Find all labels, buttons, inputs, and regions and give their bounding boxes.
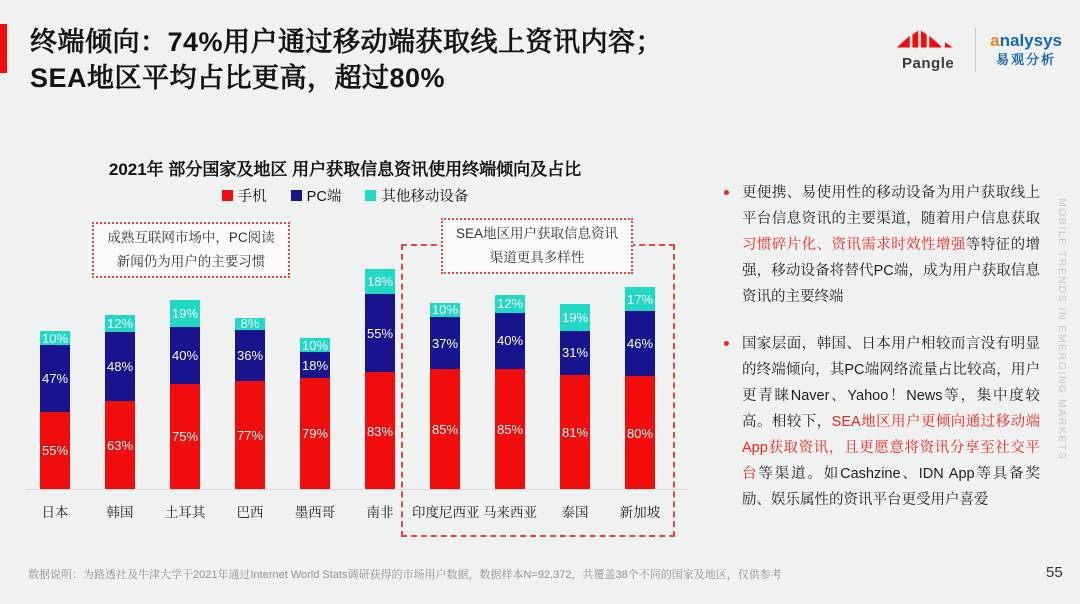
insight-text: 等渠道。如Cashzine、IDN App等具备奖励、娱乐属性的资讯平台更受用户喜爱	[742, 466, 1041, 508]
category-label-泰国: 泰国	[561, 505, 589, 520]
bar-segment-其他移动设备-印度尼西亚	[430, 303, 460, 317]
bar-value-label: 46%	[626, 336, 654, 352]
legend-label-other: 其他移动设备	[381, 189, 469, 205]
legend-label-pc: PC端	[306, 189, 342, 205]
bar-value-label: 40%	[171, 347, 199, 363]
annotation-mature-markets	[92, 222, 290, 278]
analysys-logo-rest: nalysys	[999, 31, 1062, 50]
page-number: 55	[1046, 564, 1063, 581]
bar-value-label: 63%	[106, 437, 134, 453]
bar-segment-其他移动设备-日本	[40, 331, 70, 345]
bar-segment-PC端-南非	[365, 294, 395, 372]
bar-segment-手机-泰国	[560, 375, 590, 490]
bar-segment-其他移动设备-巴西	[235, 316, 265, 332]
category-label-日本: 日本	[41, 505, 69, 520]
category-label-韩国: 韩国	[106, 505, 134, 520]
bar-segment-PC端-马来西亚	[495, 313, 525, 370]
bar-segment-PC端-印度尼西亚	[430, 317, 460, 370]
legend-item-other	[365, 185, 468, 206]
bar-value-label: 10%	[301, 337, 329, 353]
analysys-logo-cn: 易观分析	[996, 52, 1057, 67]
legend-swatch-pc	[291, 190, 302, 201]
legend-item-mobile	[222, 185, 267, 206]
data-source-note: 数据说明：为路透社及牛津大学于2021年通过Internet World Stats调研获得的市场用户数据，数据样本N=92,372，共覆盖38个不同的国家及地区，仅供参考	[28, 569, 782, 581]
bar-value-label: 17%	[626, 291, 654, 307]
bar-segment-手机-巴西	[235, 381, 265, 490]
side-watermark-label: MOBILE TRENDS IN EMERGING MARKETS	[1056, 198, 1068, 461]
bar-segment-其他移动设备-马来西亚	[495, 295, 525, 312]
bar-value-label: 8%	[240, 316, 260, 332]
category-label-墨西哥: 墨西哥	[294, 505, 336, 520]
bar-segment-PC端-墨西哥	[300, 352, 330, 378]
bar-segment-PC端-韩国	[105, 332, 135, 400]
category-label-马来西亚: 马来西亚	[483, 505, 537, 520]
insight-text-highlight: 习惯碎片化、资讯需求时效性增强	[742, 237, 966, 253]
insight-text: 更便携、易使用性的移动设备为用户获取线上平台信息资讯的主要渠道，随着用户信息获取	[742, 185, 1040, 227]
insight-text-highlight: SEA地区用户更倾向通过移动端App获取资讯，且更愿意将资讯分享至社交平台	[742, 414, 1041, 482]
bar-segment-手机-南非	[365, 372, 395, 490]
insight-bullet-1	[716, 180, 1040, 310]
bar-segment-其他移动设备-南非	[365, 269, 395, 295]
annotation-right-line2: 渠道更具多样性	[489, 250, 585, 265]
bar-segment-PC端-泰国	[560, 331, 590, 375]
bar-value-label: 40%	[496, 333, 524, 349]
category-label-巴西: 巴西	[236, 505, 264, 520]
bullet-dot-icon	[724, 341, 729, 346]
insight-text: 等特征的增强，移动设备将替代PC端，成为用户获取信息资讯的主要终端	[742, 237, 1041, 305]
bar-value-label: 47%	[41, 371, 69, 387]
bar-value-label: 12%	[496, 296, 524, 312]
bar-value-label: 81%	[561, 424, 589, 440]
bar-segment-手机-土耳其	[170, 384, 200, 491]
page-title	[30, 24, 850, 96]
bar-value-label: 55%	[41, 443, 69, 459]
bar-value-label: 10%	[41, 330, 69, 346]
bar-segment-其他移动设备-墨西哥	[300, 338, 330, 352]
bar-segment-PC端-新加坡	[625, 311, 655, 376]
pangle-icon	[895, 28, 961, 54]
pangle-logo	[895, 28, 961, 72]
chart-title: 2021年 部分国家及地区 用户获取信息资讯使用终端倾向及占比	[108, 160, 582, 179]
bar-value-label: 19%	[561, 309, 589, 325]
bar-segment-其他移动设备-土耳其	[170, 300, 200, 327]
bar-value-label: 19%	[171, 305, 199, 321]
bar-value-label: 80%	[626, 425, 654, 441]
pangle-logo-text: Pangle	[902, 55, 955, 72]
insight-text: 国家层面，韩国、日本用户相较而言没有明显的终端倾向，其PC端网络流量占比较高，用户更青睐Naver、Yahoo！News等，集中度较高。相较下，	[742, 336, 1040, 430]
bar-value-label: 48%	[106, 358, 134, 374]
insights-panel	[716, 180, 1040, 534]
bar-segment-手机-马来西亚	[495, 369, 525, 490]
bar-segment-手机-韩国	[105, 401, 135, 490]
analysys-swirl-icon: a	[990, 31, 1000, 50]
bar-value-label: 10%	[431, 302, 459, 318]
bar-value-label: 37%	[431, 335, 459, 351]
bar-value-label: 79%	[301, 426, 329, 442]
bar-value-label: 18%	[366, 273, 394, 289]
category-label-土耳其: 土耳其	[164, 505, 206, 520]
category-label-新加坡: 新加坡	[619, 505, 661, 520]
page-title-line2: SEA地区平均占比更高，超过80%	[30, 63, 446, 93]
annotation-left-line1: 成熟互联网市场中，PC阅读	[107, 230, 275, 245]
bar-segment-手机-新加坡	[625, 376, 655, 490]
annotation-left-line2: 新闻仍为用户的主要习惯	[116, 254, 266, 269]
annotation-sea-markets	[441, 218, 633, 274]
page-title-line1: 终端倾向：74%用户通过移动端获取线上资讯内容；	[30, 27, 664, 57]
legend-item-pc	[291, 185, 342, 206]
annotation-right-line1: SEA地区用户获取信息资讯	[455, 226, 618, 241]
logo-divider	[975, 28, 976, 72]
bar-segment-PC端-日本	[40, 345, 70, 412]
x-axis-line	[26, 489, 688, 490]
bar-value-label: 77%	[236, 427, 264, 443]
legend-swatch-other	[365, 190, 376, 201]
bar-value-label: 85%	[496, 422, 524, 438]
bar-value-label: 12%	[106, 316, 134, 332]
bar-value-label: 18%	[301, 357, 329, 373]
bar-segment-手机-印度尼西亚	[430, 369, 460, 490]
bar-segment-PC端-巴西	[235, 330, 265, 381]
bullet-dot-icon	[724, 190, 729, 195]
bar-segment-其他移动设备-泰国	[560, 304, 590, 331]
bar-value-label: 31%	[561, 345, 589, 361]
bar-value-label: 83%	[366, 423, 394, 439]
bar-value-label: 36%	[236, 347, 264, 363]
bar-segment-其他移动设备-韩国	[105, 315, 135, 332]
insight-bullet-2	[716, 331, 1040, 513]
chart-legend	[30, 185, 660, 206]
legend-label-mobile: 手机	[237, 189, 267, 205]
category-label-印度尼西亚: 印度尼西亚	[412, 505, 480, 520]
bar-value-label: 55%	[366, 325, 394, 341]
category-label-南非: 南非	[366, 505, 394, 520]
bar-value-label: 85%	[431, 422, 459, 438]
bar-segment-手机-墨西哥	[300, 378, 330, 490]
bar-segment-PC端-土耳其	[170, 327, 200, 384]
bar-segment-手机-日本	[40, 412, 70, 490]
legend-swatch-mobile	[222, 190, 233, 201]
analysys-logo-en	[990, 31, 1062, 50]
logo-group	[895, 28, 1062, 72]
bar-value-label: 75%	[171, 429, 199, 445]
analysys-logo	[990, 31, 1062, 69]
title-accent-bar	[0, 24, 7, 73]
bar-segment-其他移动设备-新加坡	[625, 287, 655, 311]
